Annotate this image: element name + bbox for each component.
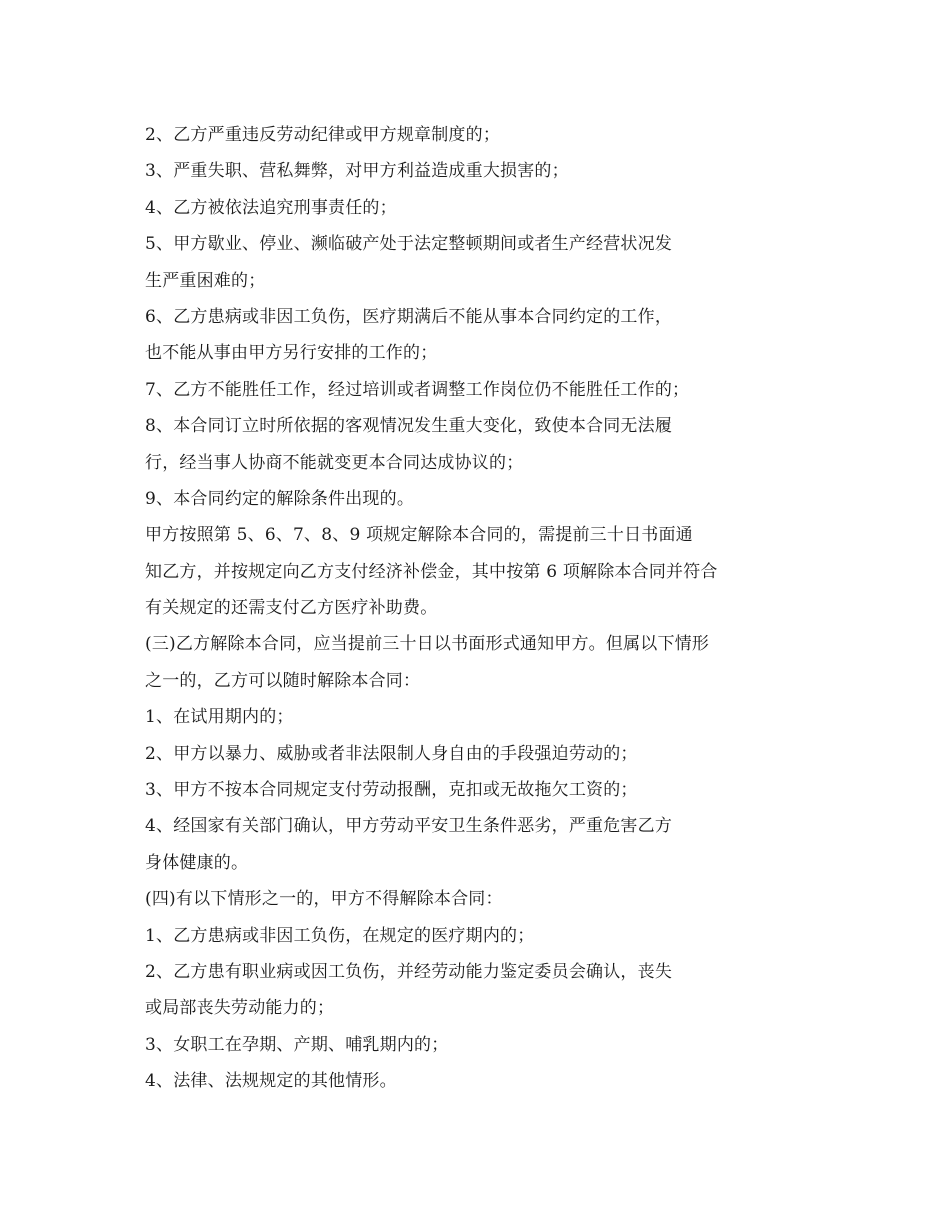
text-line: 3、严重失职、营私舞弊，对甲方利益造成重大损害的；: [145, 161, 569, 182]
text-line: 2、乙方严重违反劳动纪律或甲方规章制度的；: [145, 125, 501, 145]
text-line: 9、本合同约定的解除条件出现的。: [145, 488, 415, 509]
text-line: 5、甲方歇业、停业、濒临破产处于法定整顿期间或者生产经营状况发: [145, 234, 673, 255]
text-line: 身体健康的。: [145, 852, 249, 873]
text-line: 7、乙方不能胜任工作，经过培训或者调整工作岗位仍不能胜任工作的；: [145, 379, 690, 400]
text-line: 2、乙方患有职业病或因工负伤，并经劳动能力鉴定委员会确认，丧失: [145, 961, 673, 982]
text-line: 之一的，乙方可以随时解除本合同：: [145, 670, 421, 691]
document-body: [145, 117, 805, 1100]
section-heading: (四)有以下情形之一的，甲方不得解除本合同：: [145, 889, 503, 910]
text-line: 知乙方，并按规定向乙方支付经济补偿金，其中按第 6 项解除本合同并符合: [145, 561, 718, 582]
section-heading: (三)乙方解除本合同，应当提前三十日以书面形式通知甲方。但属以下情形: [145, 634, 710, 655]
text-line: 3、甲方不按本合同规定支付劳动报酬，克扣或无故拖欠工资的；: [145, 780, 638, 801]
text-line: 4、经国家有关部门确认，甲方劳动平安卫生条件恶劣，严重危害乙方: [145, 816, 673, 837]
text-line: 3、女职工在孕期、产期、哺乳期内的；: [145, 1034, 449, 1055]
text-line: 6、乙方患病或非因工负伤，医疗期满后不能从事本合同约定的工作，: [145, 306, 673, 327]
text-line: 1、在试用期内的；: [145, 707, 294, 728]
text-line: 也不能从事由甲方另行安排的工作的；: [145, 343, 438, 364]
text-line: 或局部丧失劳动能力的；: [145, 998, 335, 1019]
text-line: 生严重困难的；: [145, 270, 266, 291]
text-line: 2、甲方以暴力、威胁或者非法限制人身自由的手段强迫劳动的；: [145, 743, 638, 764]
text-line: 4、乙方被依法追究刑事责任的；: [145, 197, 397, 218]
text-line: 有关规定的还需支付乙方医疗补助费。: [145, 598, 438, 619]
text-line: 8、本合同订立时所依据的客观情况发生重大变化，致使本合同无法履: [145, 416, 673, 437]
text-line: 4、法律、法规规定的其他情形。: [145, 1071, 397, 1092]
text-line: 甲方按照第 5、6、7、8、9 项规定解除本合同的，需提前三十日书面通: [145, 525, 693, 546]
text-line: 1、乙方患病或非因工负伤，在规定的医疗期内的；: [145, 925, 535, 946]
text-line: 行，经当事人协商不能就变更本合同达成协议的；: [145, 452, 524, 473]
